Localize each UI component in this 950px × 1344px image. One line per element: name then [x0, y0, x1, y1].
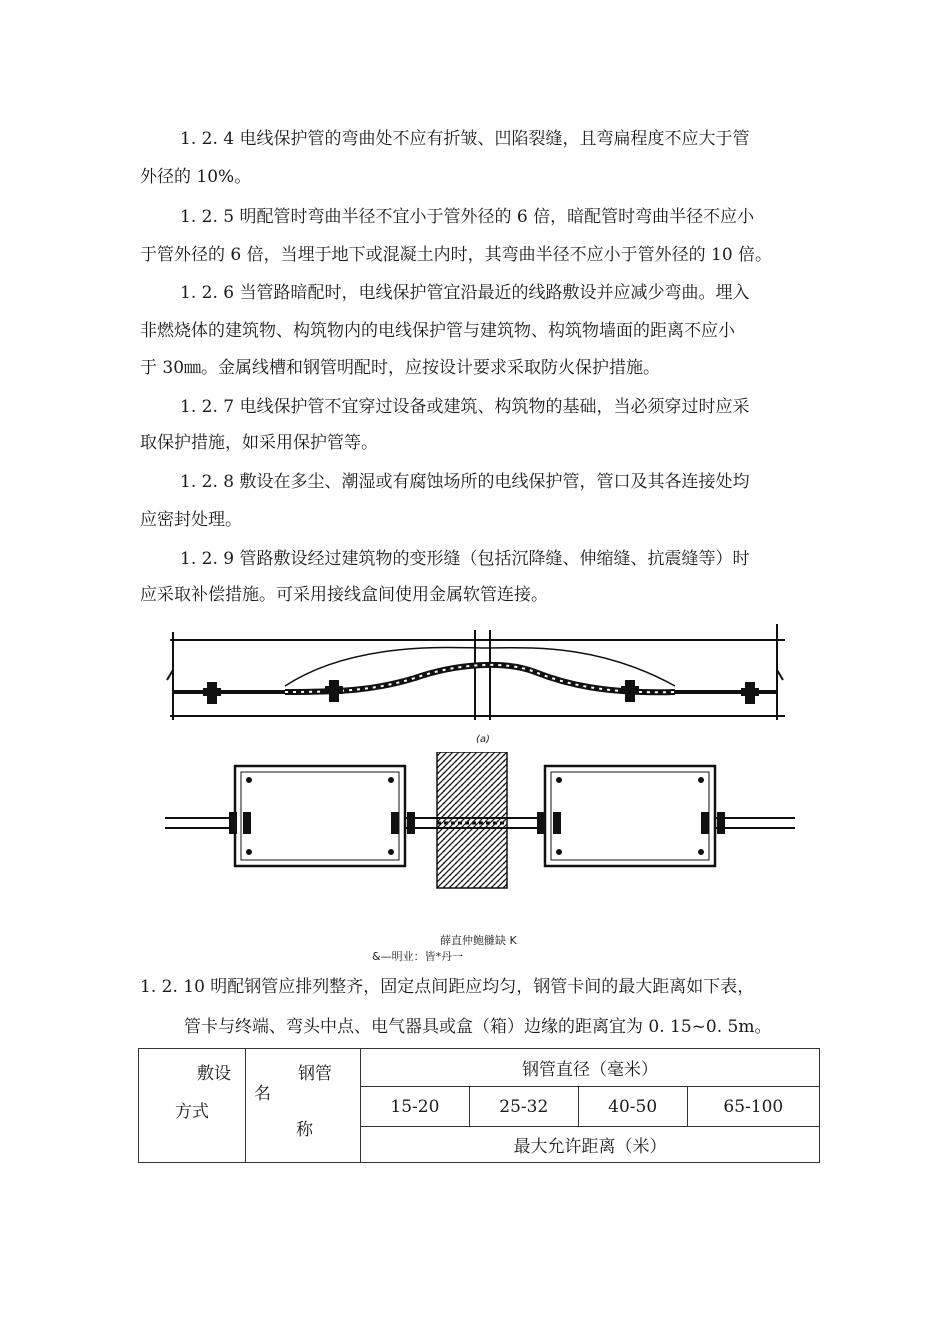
- para-1-2-5-line2: 于管外径的 6 倍，当埋于地下或混凝土内时，其弯曲半径不应小于管外径的 10 倍。: [140, 245, 773, 265]
- para-1-2-9-line1: 1. 2. 9 管路敷设经过建筑物的变形缝（包括沉降缝、伸缩缝、抗震缝等）时: [180, 549, 750, 569]
- para-1-2-4-line2: 外径的 10%。: [140, 167, 252, 187]
- header-max-distance: 最大允许距离（米）: [361, 1127, 820, 1163]
- figure-caption-line2: &—明业：皆*丹一: [372, 950, 464, 963]
- para-1-2-4-line1: 1. 2. 4 电线保护管的弯曲处不应有折皱、凹陷裂缝，且弯扁程度不应大于管: [180, 129, 750, 149]
- header-pipe-diameter: 钢管直径（毫米）: [361, 1049, 820, 1087]
- para-1-2-8-line2: 应密封处理。: [140, 510, 242, 530]
- figure-pipe-compensation-b: [165, 752, 805, 892]
- para-1-2-6-line1: 1. 2. 6 当管路暗配时，电线保护管宜沿最近的线路敷设并应减少弯曲。埋入: [180, 283, 750, 303]
- header-laying-method: [139, 1049, 246, 1163]
- header-pipe-name-line2: 名: [254, 1084, 271, 1104]
- para-1-2-9-line2: 应采取补偿措施。可采用接线盒间使用金属软管连接。: [140, 585, 548, 605]
- para-1-2-10-line1: 1. 2. 10 明配钢管应排列整齐，固定点间距应均匀，钢管卡间的最大距离如下表，: [140, 977, 755, 997]
- para-1-2-5-line1: 1. 2. 5 明配管时弯曲半径不宜小于管外径的 6 倍，暗配管时弯曲半径不应小: [180, 207, 755, 227]
- steel-pipe-spacing-table: [138, 1048, 820, 1163]
- size-cell: 65-100: [687, 1087, 819, 1127]
- para-1-2-8-line1: 1. 2. 8 敷设在多尘、潮湿或有腐蚀场所的电线保护管，管口及其各连接处均: [180, 472, 750, 492]
- para-1-2-7-line2: 取保护措施，如采用保护管等。: [140, 433, 378, 453]
- para-1-2-6-line3: 于 30㎜。金属线槽和钢管明配时，应按设计要求采取防火保护措施。: [140, 358, 661, 378]
- figure-caption-line1: 薛直仲鲍雠缺 K: [440, 934, 517, 947]
- header-pipe-name: [246, 1049, 361, 1163]
- figure-label-a: (a): [476, 734, 490, 745]
- header-pipe-name-line3: 称: [296, 1120, 313, 1140]
- size-cell: 25-32: [469, 1087, 578, 1127]
- para-1-2-7-line1: 1. 2. 7 电线保护管不宜穿过设备或建筑、构筑物的基础，当必须穿过时应采: [180, 397, 750, 417]
- header-laying-method-line2: 方式: [175, 1102, 209, 1122]
- figure-pipe-compensation-a: [165, 620, 805, 740]
- size-cell: 40-50: [578, 1087, 687, 1127]
- header-pipe-name-line1: 钢管: [298, 1064, 332, 1084]
- size-cell: 15-20: [361, 1087, 470, 1127]
- para-1-2-6-line2: 非燃烧体的建筑物、构筑物内的电线保护管与建筑物、构筑物墙面的距离不应小: [140, 321, 735, 341]
- header-laying-method-line1: 敷设: [197, 1064, 231, 1084]
- para-1-2-10-line2: 管卡与终端、弯头中点、电气器具或盒（箱）边缘的距离宜为 0. 15~0. 5m。: [184, 1017, 772, 1037]
